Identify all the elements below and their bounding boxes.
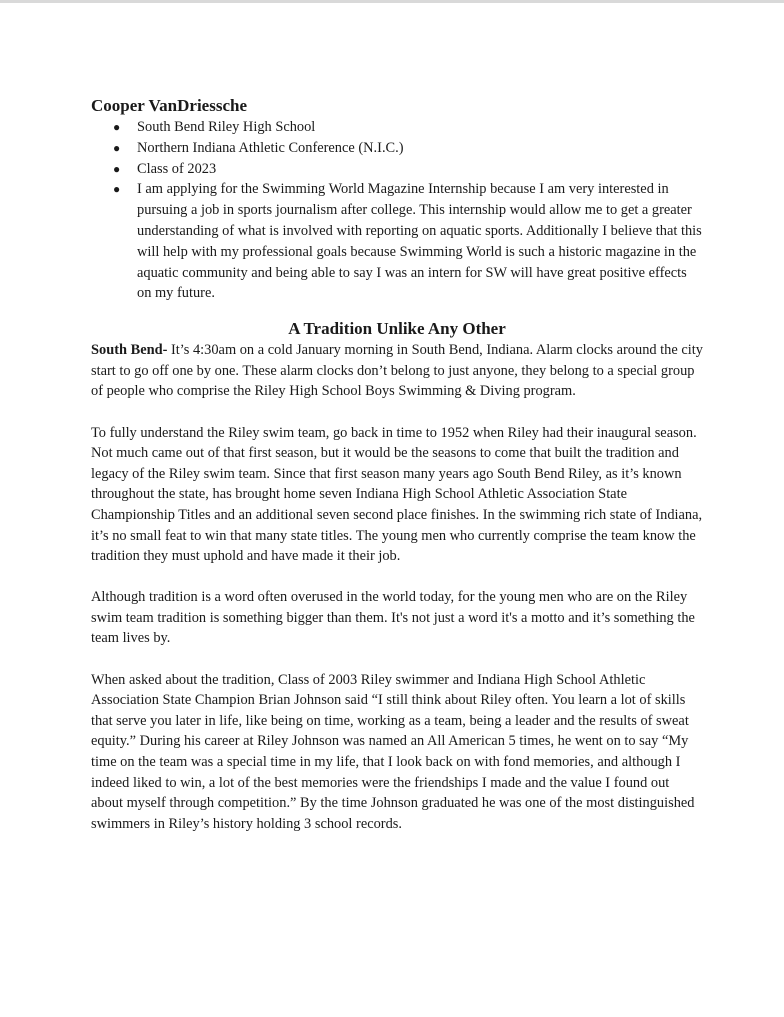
list-item <box>91 117 703 138</box>
list-item-text: South Bend Riley High School <box>137 119 316 135</box>
author-name: Cooper VanDriessche <box>91 96 247 115</box>
list-item <box>91 159 703 180</box>
paragraph-text: It’s 4:30am on a cold January morning in South Bend, Indiana. Alarm clocks around the city start to go off one by one. These alarm clocks don’t belong to just anyone, they belong to a special group of people who comprise the Riley High School Boys Swimming & Diving program. <box>91 342 703 400</box>
bullet-icon: ● <box>113 161 121 176</box>
list-item <box>91 138 703 159</box>
article-paragraph: Although tradition is a word often overused in the world today, for the young men who are on the Riley swim team tradition is something bigger than them. It's not just a word it's a motto and it’s something the team lives by. <box>91 589 695 647</box>
article-paragraph: When asked about the tradition, Class of 2003 Riley swimmer and Indiana High School Athletic Association State Champion Brian Johnson said “I still think about Riley often. You learn a lot of skills that serve you later in life, like being on time, working as a team, being a leader and the results of sweat equity.” During his career at Riley Johnson was named an All American 5 times, he went on to say “My time on the team was a special time in my life, that I look back on with fond memories, and although I indeed liked to win, a lot of the best memories were the friendships I made and the value I found out about myself through competition.” By the time Johnson graduated he was one of the most distinguished swimmers in Riley’s history holding 3 school records. <box>91 671 695 832</box>
bullet-icon: ● <box>113 182 121 197</box>
page-top-edge <box>0 0 784 3</box>
document-page <box>91 95 703 855</box>
article-paragraph <box>91 340 703 402</box>
list-item <box>91 179 703 304</box>
bullet-icon: ● <box>113 140 121 155</box>
list-item-text: I am applying for the Swimming World Magazine Internship because I am very interested in pursuing a job in sports journalism after college. This internship would allow me to get a greater understanding of what is involved with reporting on aquatic sports. Additionally I believe that this will help with my professional goals because Swimming World is such a historic magazine in the aquatic community and being able to say I was an intern for SW will have great positive effects on my future. <box>137 181 702 302</box>
bullet-icon: ● <box>113 120 121 134</box>
article-title: A Tradition Unlike Any Other <box>288 319 506 339</box>
dateline: South Bend- <box>91 342 168 359</box>
article-paragraph: To fully understand the Riley swim team, go back in time to 1952 when Riley had their inaugural season. Not much came out of that first season, but it would be the seasons to come that built the tradition and legacy of the Riley swim team. Since that first season many years ago South Bend Riley, as it’s known throughout the state, has brought home seven Indiana High School Athletic Association State Championship Titles and an additional seven second place finishes. In the swimming rich state of Indiana, it’s no small feat to win that many state titles. The young men who currently comprise the team know the tradition they must uphold and have made it their job. <box>91 424 703 565</box>
list-item-text: Northern Indiana Athletic Conference (N.I.C.) <box>137 139 404 156</box>
author-info-list <box>91 117 703 304</box>
list-item-text: Class of 2023 <box>137 160 217 177</box>
